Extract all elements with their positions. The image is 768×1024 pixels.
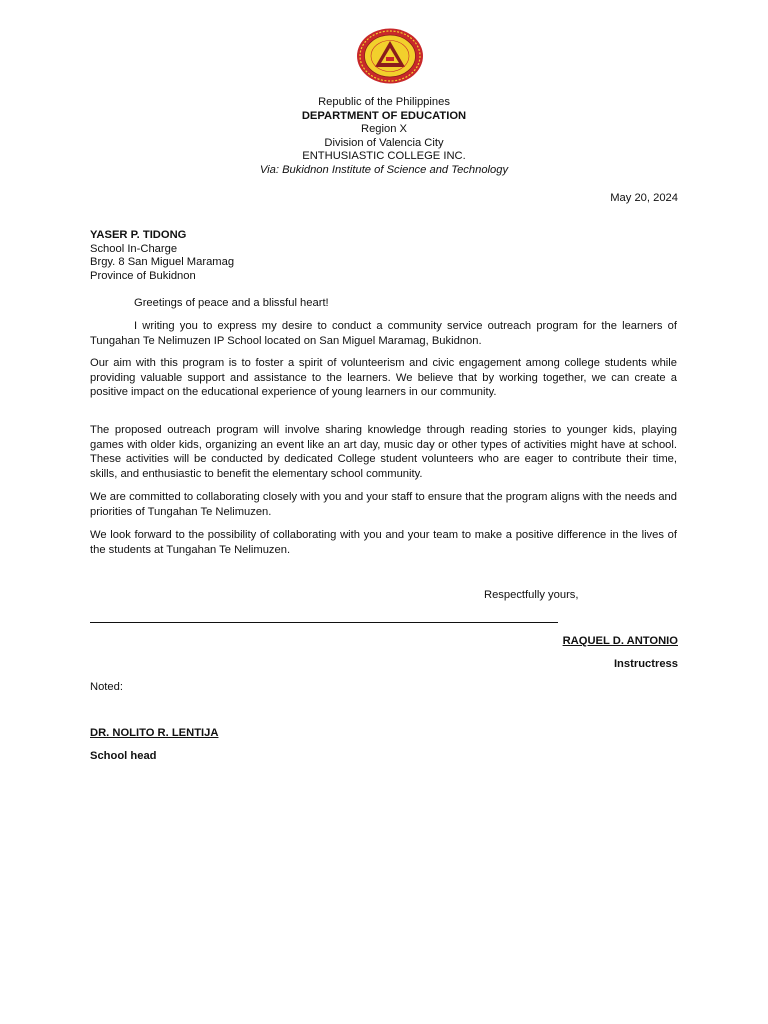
recipient-address-line-2: Province of Bukidnon — [90, 269, 196, 282]
signature-line — [90, 622, 558, 623]
school-head-title: School head — [90, 750, 157, 762]
paragraph-5: We look forward to the possibility of collaborating with you and your team to make a positive difference in the lives of the students at Tungahan Te Nelimuzen. — [90, 529, 677, 556]
greeting: Greetings of peace and a blissful heart! — [134, 297, 329, 309]
letterhead-division: Division of Valencia City — [324, 136, 444, 149]
signatory-title: Instructress — [613, 658, 678, 670]
letterhead-via: Via: Bukidnon Institute of Science and Technology — [259, 163, 509, 176]
letterhead-region: Region X — [360, 123, 408, 136]
letterhead-school: ENTHUSIASTIC COLLEGE INC. — [302, 150, 466, 163]
paragraph-4: We are committed to collaborating closely with you and your staff to ensure that the program aligns with the needs and priorities of Tungahan Te Nelimuzen. — [90, 491, 677, 518]
paragraph-2: Our aim with this program is to foster a spirit of volunteerism and civic engagement among college students while providing valuable support and assistance to the learners. We believe that by working together, we can create a positive impact on the educational experience of young learners in our community. — [90, 357, 677, 399]
letter-date: May 20, 2024 — [610, 192, 678, 204]
letterhead-department: DEPARTMENT OF EDUCATION — [301, 109, 467, 122]
paragraph-3: The proposed outreach program will involve sharing knowledge through reading stories to younger kids, playing games with older kids, organizing an event like an art day, music day or other types of activities might have at school. These activities will be conducted by dedicated College student volunteers who are eager to contribute their time, skills, and enthusiastic to benefit the elementary school community. — [90, 424, 677, 480]
recipient-block — [90, 229, 234, 283]
letterhead — [90, 96, 678, 178]
recipient-title: School In-Charge — [90, 242, 178, 255]
recipient-address-line-1: Brgy. 8 San Miguel Maramag — [90, 256, 235, 269]
school-seal-icon — [356, 28, 424, 84]
recipient-name: YASER P. TIDONG — [90, 229, 187, 241]
letterhead-country: Republic of the Philippines — [318, 96, 450, 108]
noted-label: Noted: — [90, 681, 123, 693]
signatory-name: RAQUEL D. ANTONIO — [562, 635, 678, 647]
closing: Respectfully yours, — [484, 589, 579, 601]
school-head-name: DR. NOLITO R. LENTIJA — [90, 727, 219, 739]
paragraph-1: I writing you to express my desire to conduct a community service outreach program for the learners of Tungahan Te Nelimuzen IP School located on San Miguel Maramag, Bukidnon. — [90, 320, 677, 347]
